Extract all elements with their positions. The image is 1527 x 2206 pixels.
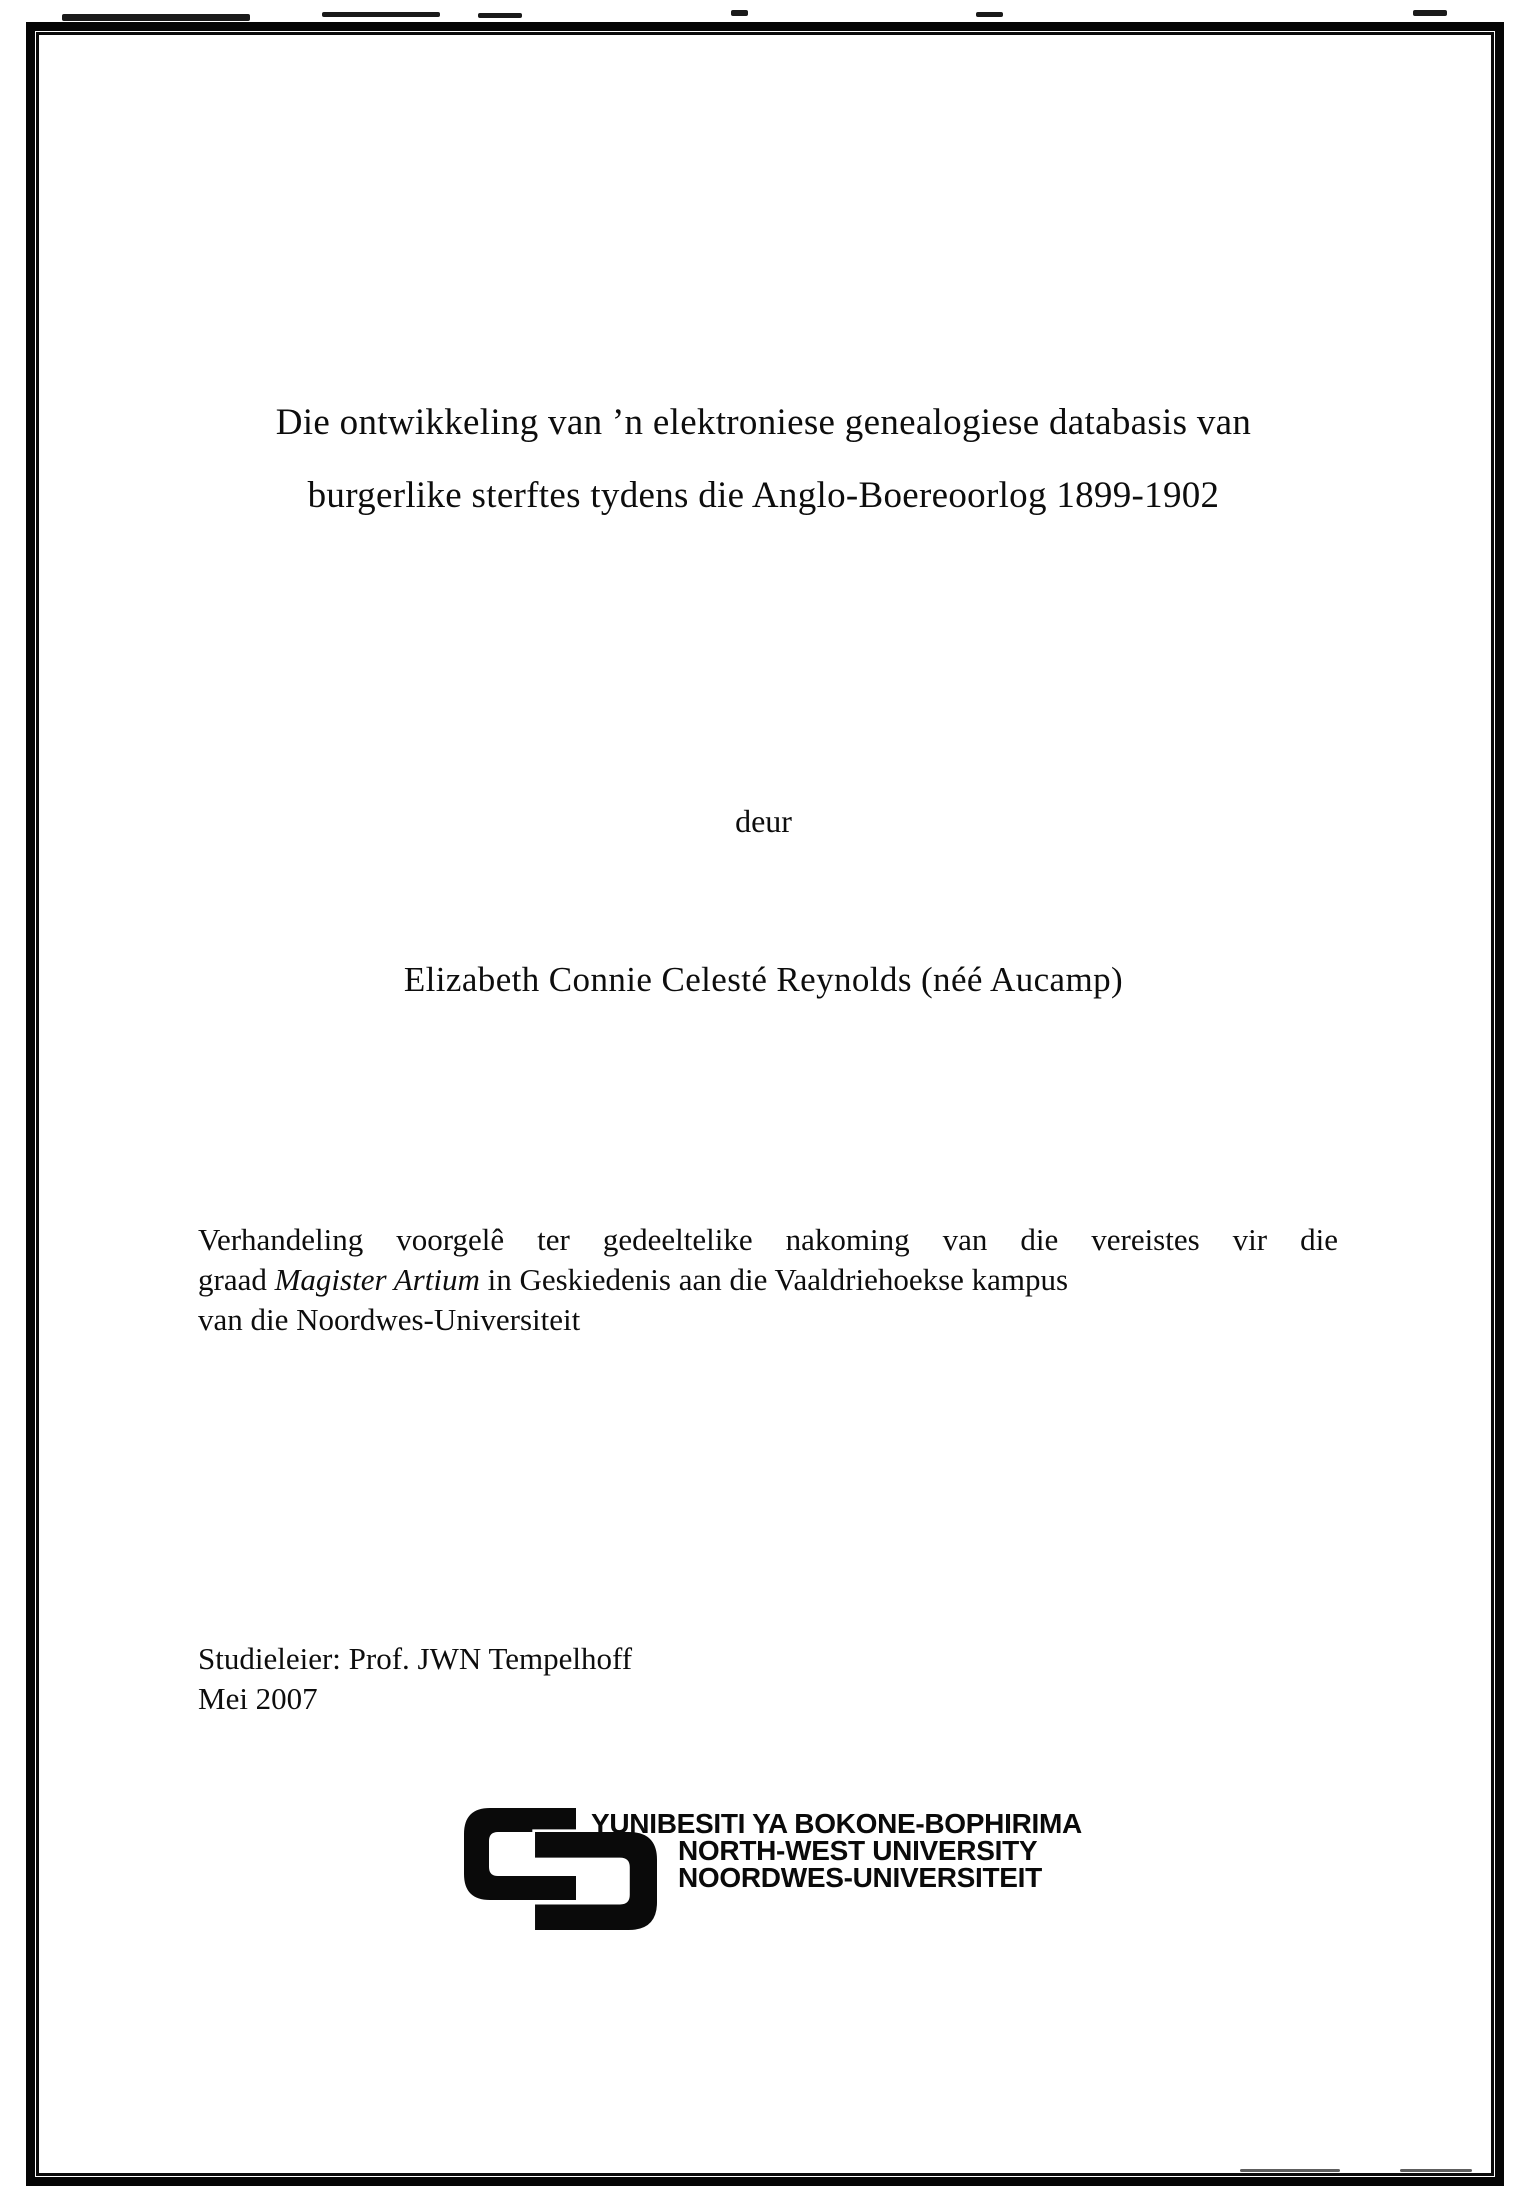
scan-artifact (62, 14, 250, 21)
degree-statement-line3: van die Noordwes-Universiteit (198, 1302, 581, 1337)
degree-statement (198, 1220, 1338, 1340)
thesis-title (60, 386, 1467, 532)
degree-statement-line2-suffix: in Geskiedenis aan die Vaaldriehoekse kampus (479, 1262, 1069, 1297)
byline-deur: deur (735, 803, 792, 839)
university-logo-block (464, 1806, 1084, 1936)
degree-statement-line1: Verhandeling voorgelê ter gedeeltelike nakoming van die vereistes vir die (198, 1222, 1338, 1257)
scan-artifact (731, 10, 748, 16)
date-line: Mei 2007 (198, 1681, 318, 1716)
thesis-title-line2: burgerlike sterftes tydens die Anglo-Boereoorlog 1899-1902 (307, 475, 1220, 516)
scan-artifact (976, 12, 1003, 17)
university-name-afrikaans: NOORDWES-UNIVERSITEIT (678, 1862, 1042, 1893)
thesis-title-line1: Die ontwikkeling van ’n elektroniese genealogiese databasis van (275, 402, 1252, 443)
university-name-block (591, 1810, 1082, 1891)
supervisor-line: Studieleier: Prof. JWN Tempelhoff (198, 1641, 633, 1676)
university-name-english: NORTH-WEST UNIVERSITY (678, 1835, 1038, 1866)
degree-name-italic: Magister Artium (274, 1262, 480, 1297)
scan-artifact (478, 13, 522, 18)
scan-artifact (322, 12, 440, 17)
scan-artifact (1413, 10, 1447, 16)
degree-statement-line2 (198, 1260, 1338, 1300)
university-name-setswana: YUNIBESITI YA BOKONE-BOPHIRIMA (591, 1808, 1082, 1839)
degree-statement-line2-prefix: graad (198, 1262, 275, 1297)
author-name: Elizabeth Connie Celesté Reynolds (néé Aucamp) (403, 960, 1124, 999)
supervisor-block (198, 1639, 632, 1719)
